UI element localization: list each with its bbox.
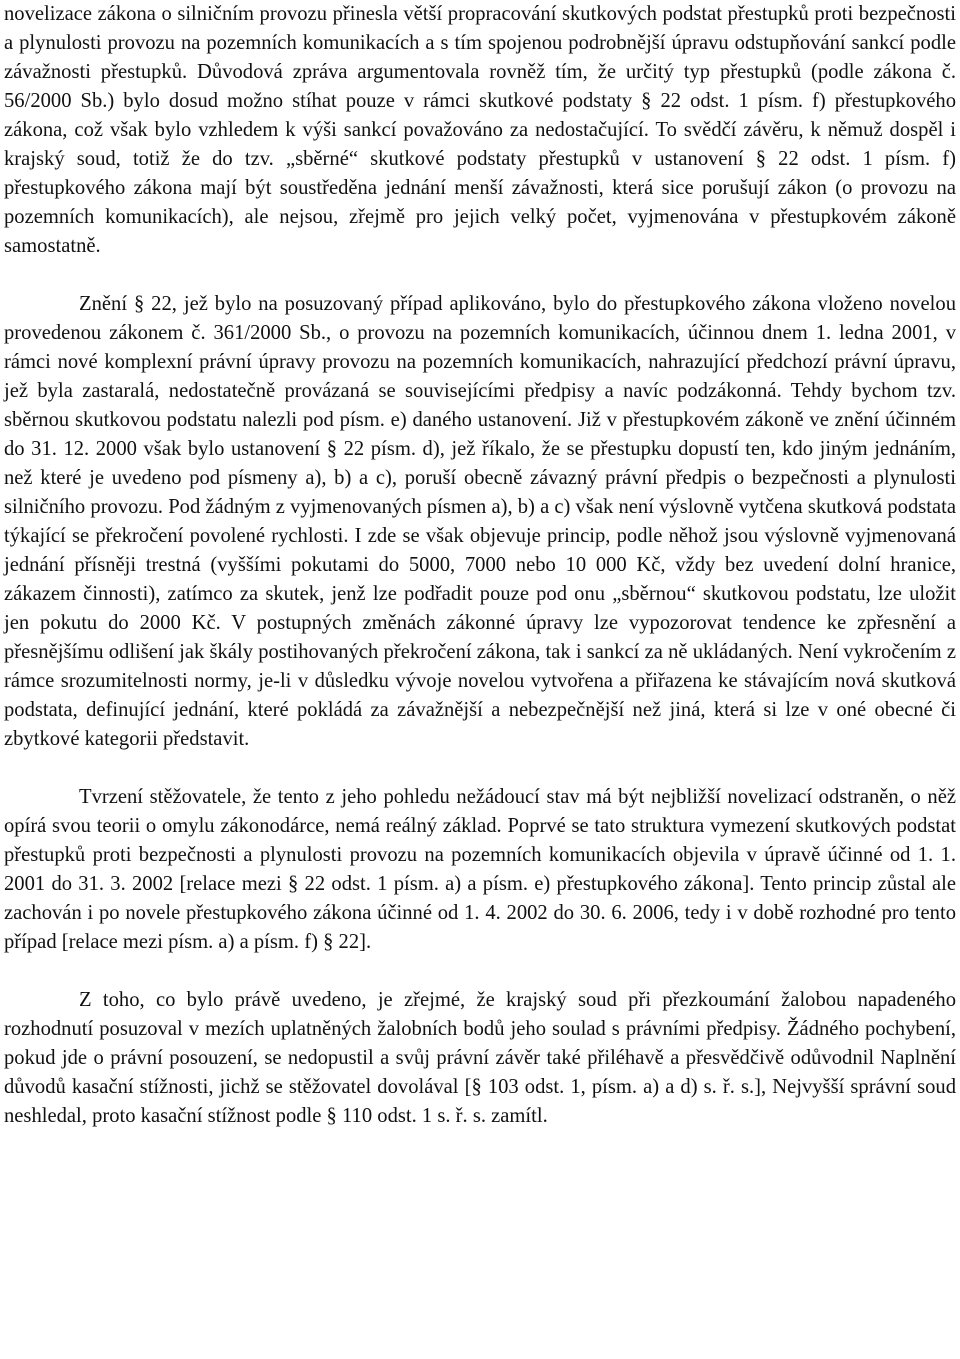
paragraph-text: Tvrzení stěžovatele, že tento z jeho pohledu nežádoucí stav má být nejbližší novelizací odstraněn, o něž opírá svou teorii o omylu zákonodárce, nemá reálný základ. Poprvé se tato struktura vymezení skutkových podstat přestupků proti bezpečnosti a plynulosti provozu na pozemních komunikacích objevila v úpravě účinné od 1. 1. 2001 do 31. 3. 2002 [relace mezi § 22 odst. 1 písm. a) a písm. e) přestupkového zákona]. Tento princip zůstal ale zachován i po novele přestupkového zákona účinné od 1. 4. 2002 do 30. 6. 2006, tedy i v době rozhodné pro tento případ [relace mezi písm. a) a písm. f) § 22]. xyxy=(4,786,956,953)
paragraph-spacer xyxy=(4,261,956,290)
paragraph-continuation: novelizace zákona o silničním provozu přinesla větší propracování skutkových podstat přestupků proti bezpečnosti a plynulosti provozu na pozemních komunikacích a s tím spojenou podrobnější úpravu odstupňování sankcí podle závažnosti přestupků. Důvodová zpráva argumentovala rovněž tím, že určitý typ přestupků (podle zákona č. 56/2000 Sb.) bylo dosud možno stíhat pouze v rámci skutkové podstaty § 22 odst. 1 písm. f) přestupkového zákona, což však bylo vzhledem k výši sankcí považováno za nedostačující. To svědčí závěru, k němuž dospěl i krajský soud, totiž že do tzv. „sběrné“ skutkové podstaty přestupků v ustanovení § 22 odst. 1 písm. f) přestupkového zákona mají být soustředěna jednání menší závažnosti, která sice porušují zákon (o provozu na pozemních komunikacích), ale nejsou, zřejmě pro jejich velký počet, vyjmenována v přestupkovém zákoně samostatně. xyxy=(4,3,956,257)
paragraph-text: Znění § 22, jež bylo na posuzovaný případ aplikováno, bylo do přestupkového zákona vloženo novelou provedenou zákonem č. 361/2000 Sb., o provozu na pozemních komunikacích, účinnou dnem 1. ledna 2001, v rámci nové komplexní právní úpravy provozu na pozemních komunikacích, nahrazující předchozí právní úpravu, jež byla zastaralá, nedostatečně provázaná se souvisejícími předpisy a navíc podzákonná. Tehdy bychom tzv. sběrnou skutkovou podstatu nalezli pod písm. e) daného ustanovení. Již v přestupkovém zákoně ve znění účinném do 31. 12. 2000 však bylo ustanovení § 22 písm. d), jež říkalo, že se přestupku dopustí ten, kdo jiným jednáním, než které je uvedeno pod písmeny a), b) a c), poruší obecně závazný právní předpis o bezpečnosti a plynulosti silničního provozu. Pod žádným z vyjmenovaných písmen a), b) a c) však není výslovně vytčena skutková podstata týkající se překročení povolené rychlosti. I zde se však objevuje princip, podle něhož jsou výslovně vyjmenovaná jednání přísněji trestná (vyššími pokutami do 5000, 7000 nebo 10 000 Kč, vždy bez uvedení dolní hranice, zákazem činnosti), zatímco za skutek, jenž lze podřadit pouze pod onu „sběrnou“ skutkovou podstatu, lze uložit jen pokutu do 2000 Kč. V postupných změnách zákonné úpravy lze vypozorovat tendence ke zpřesnění a přesnějšímu odlišení jak škály postihovaných překročení zákona, tak i sankcí za ně ukládaných. Není vykročením z rámce srozumitelnosti normy, je-li v důsledku vývoje novelou vytvořena a přiřazena ke stávajícím nová skutková podstata, definující jednání, které pokládá za závažnější a nebezpečnější než jiná, která si lze v oné obecné či zbytkové kategorii představit. xyxy=(4,293,956,750)
document-page xyxy=(4,0,956,1131)
paragraph-spacer xyxy=(4,754,956,783)
paragraph-spacer xyxy=(4,957,956,986)
paragraph-text: Z toho, co bylo právě uvedeno, je zřejmé, že krajský soud při přezkoumání žalobou napadeného rozhodnutí posuzoval v mezích uplatněných žalobních bodů jeho soulad s právními předpisy. Žádného pochybení, pokud jde o právní posouzení, se nedopustil a svůj právní závěr také přiléhavě a přesvědčivě odůvodnil Naplnění důvodů kasační stížnosti, jichž se stěžovatel dovolával [§ 103 odst. 1, písm. a) a d) s. ř. s.], Nejvyšší správní soud neshledal, proto kasační stížnost podle § 110 odst. 1 s. ř. s. zamítl. xyxy=(4,989,956,1127)
